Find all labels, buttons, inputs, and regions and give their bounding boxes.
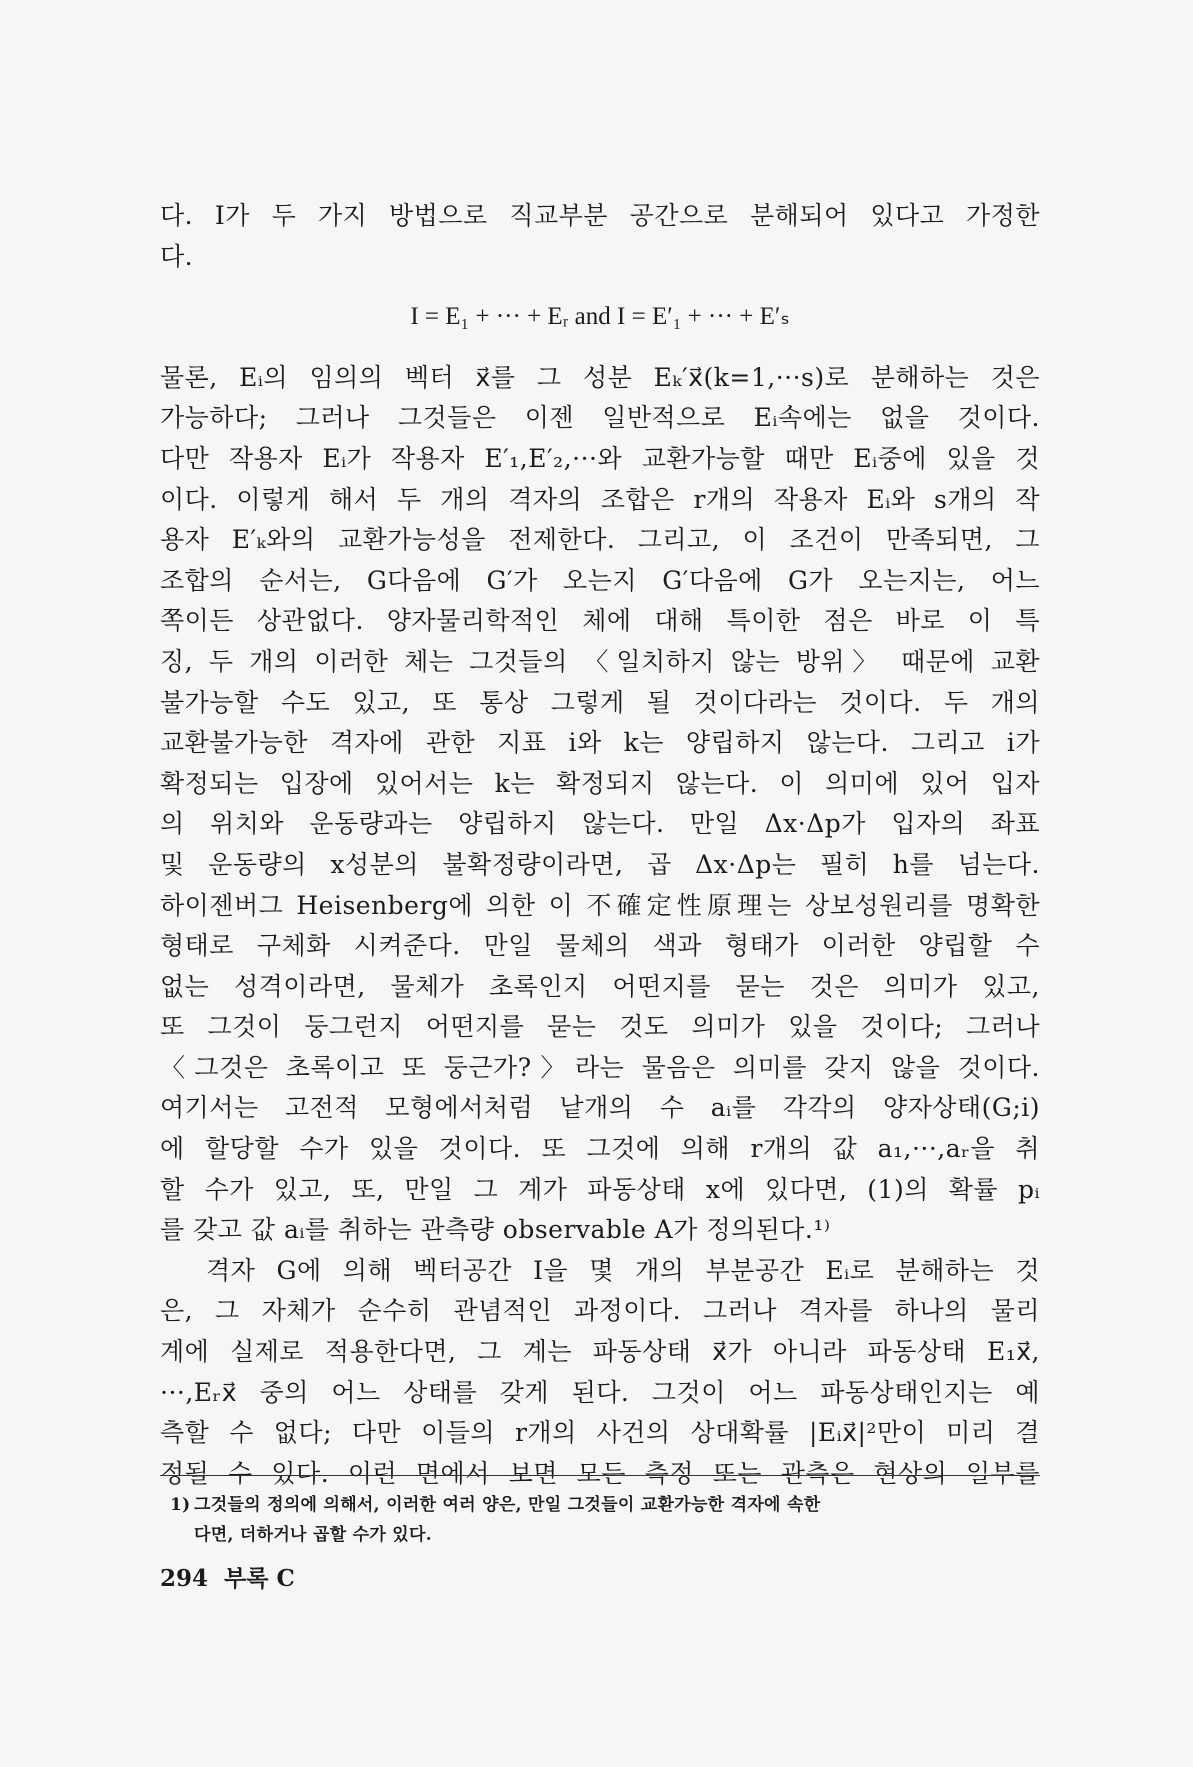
text-line: 계에 실제로 적용한다면, 그 계는 파동상태 x⃗가 아니라 파동상태 E₁x⃗, — [160, 1337, 1040, 1367]
page-footer — [160, 1560, 295, 1593]
text-line: 쪽이든 상관없다. 양자물리학적인 체에 대해 특이한 점은 바로 이 특 — [160, 606, 1040, 636]
text-line: 징, 두 개의 이러한 체는 그것들의 〈일치하지 않는 방위〉 때문에 교환 — [160, 646, 1040, 676]
text-line: 측할 수 없다; 다만 이들의 r개의 사건의 상대확률 |Eᵢx⃗|²만이 미리 결 — [160, 1418, 1040, 1448]
text-line: 격자 G에 의해 벡터공간 I을 몇 개의 부분공간 Eᵢ로 분해하는 것 — [206, 1255, 1040, 1285]
text-line: 조합의 순서는, G다음에 G′가 오는지 G′다음에 G가 오는지는, 어느 — [160, 565, 1040, 595]
text-line: 형태로 구체화 시켜준다. 만일 물체의 색과 형태가 이러한 양립할 수 — [160, 931, 1040, 961]
text-line: 불가능할 수도 있고, 또 통상 그렇게 될 것이다라는 것이다. 두 개의 — [160, 687, 1040, 717]
text-line: 없는 성격이라면, 물체가 초록인지 어떤지를 묻는 것은 의미가 있고, — [160, 971, 1040, 1001]
text-line: 에 할당할 수가 있을 것이다. 또 그것에 의해 r개의 값 a₁,···,aᵣ을 취 — [160, 1134, 1040, 1164]
text-line: 은, 그 자체가 순수히 관념적인 과정이다. 그러나 격자를 하나의 물리 — [160, 1296, 1040, 1326]
text-line: 할 수가 있고, 또, 만일 그 계가 파동상태 x에 있다면, (1)의 확률 pᵢ — [160, 1174, 1040, 1204]
text-line: 〈그것은 초록이고 또 둥근가?〉라는 물음은 의미를 갖지 않을 것이다. — [160, 1052, 1040, 1082]
text-line: 가능하다; 그러나 그것들은 이젠 일반적으로 Eᵢ속에는 없을 것이다. — [160, 403, 1040, 433]
page-number: 294 — [160, 1565, 209, 1592]
text-line: 다만 작용자 Eᵢ가 작용자 E′₁,E′₂,···와 교환가능할 때만 Eᵢ중에 있을 것 — [160, 443, 1040, 473]
paragraph-3 — [160, 1251, 1040, 1495]
footnote-number: 1) — [170, 1495, 191, 1515]
footnote-line: 그것들의 정의에 의해서, 이러한 여러 양은, 만일 그것들이 교환가능한 격자에 속한 — [194, 1495, 821, 1515]
text-line: 의 위치와 운동량과는 양립하지 않는다. 만일 Δx·Δp가 입자의 좌표 — [160, 809, 1040, 839]
paragraph-2 — [160, 358, 1040, 1251]
text-line: 다. I가 두 가지 방법으로 직교부분 공간으로 분해되어 있다고 가정한 — [160, 201, 1040, 230]
section-label: 부록 C — [224, 1565, 295, 1592]
text-line: ···,Eᵣx⃗ 중의 어느 상태를 갖게 된다. 그것이 어느 파동상태인지는 예 — [160, 1377, 1040, 1407]
text-line: 를 갖고 값 aᵢ를 취하는 관측량 observable A가 정의된다.¹⁾ — [160, 1215, 831, 1245]
text-line: 교환불가능한 격자에 관한 지표 i와 k는 양립하지 않는다. 그리고 i가 — [160, 728, 1040, 758]
paragraph-1 — [160, 196, 1040, 277]
body-text — [160, 196, 1040, 1494]
text-line: 확정되는 입장에 있어서는 k는 확정되지 않는다. 이 의미에 있어 입자 — [160, 768, 1040, 798]
text-line: 여기서는 고전적 모형에서처럼 낱개의 수 aᵢ를 각각의 양자상태(G;i) — [160, 1093, 1040, 1123]
footnote-divider — [160, 1475, 1040, 1476]
text-line: 정될 수 있다. 이런 면에서 보면 모든 측정 또는 관측은 현상의 일부를 — [160, 1458, 1040, 1488]
text-line: 및 운동량의 x성분의 불확정량이라면, 곱 Δx·Δp는 필히 h를 넘는다. — [160, 849, 1040, 879]
footnote — [170, 1490, 1040, 1550]
text-line: 또 그것이 둥그런지 어떤지를 묻는 것도 의미가 있을 것이다; 그러나 — [160, 1012, 1040, 1042]
equation: I = E₁ + ··· + Eᵣ and I = E′₁ + ··· + E′ₛ — [410, 303, 790, 331]
footnote-line: 다면, 더하거나 곱할 수가 있다. — [194, 1525, 432, 1545]
text-line: 용자 E′ₖ와의 교환가능성을 전제한다. 그리고, 이 조건이 만족되면, 그 — [160, 525, 1040, 555]
text-line: 다. — [160, 241, 194, 271]
text-line: 이다. 이렇게 해서 두 개의 격자의 조합은 r개의 작용자 Eᵢ와 s개의 작 — [160, 484, 1040, 514]
text-line: 하이젠버그 Heisenberg에 의한 이 不確定性原理는 상보성원리를 명확한 — [160, 890, 1040, 920]
text-line: 물론, Eᵢ의 임의의 벡터 x⃗를 그 성분 Eₖ′x⃗(k=1,···s)로 분해하는 것은 — [160, 362, 1040, 392]
